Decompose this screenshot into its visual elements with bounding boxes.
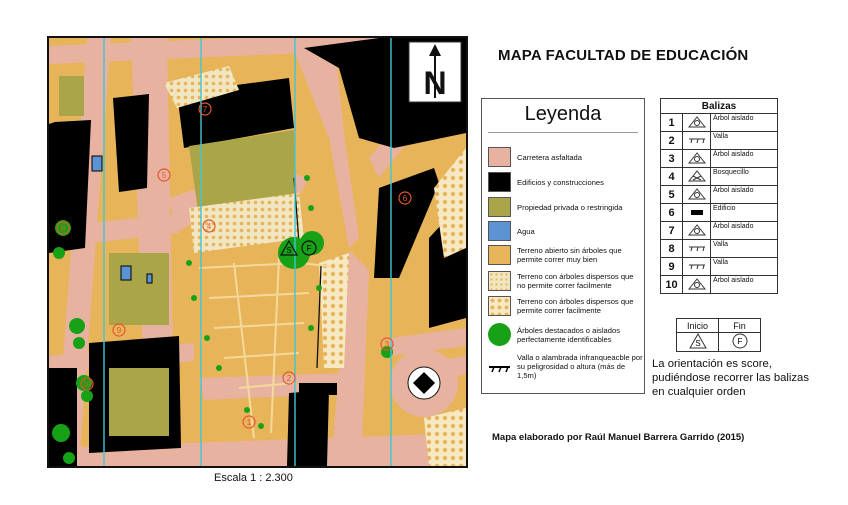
svg-text:7: 7 bbox=[202, 105, 208, 114]
finish-symbol: F bbox=[306, 244, 312, 253]
tree-feature-icon bbox=[688, 116, 706, 128]
legend-label: Edificios y construcciones bbox=[517, 177, 604, 187]
legend-heading: Leyenda bbox=[488, 103, 638, 133]
svg-text:5: 5 bbox=[161, 171, 167, 180]
tree-feature-icon bbox=[688, 188, 706, 200]
svg-text:1: 1 bbox=[246, 418, 252, 427]
tree-feature-icon bbox=[688, 224, 706, 236]
north-letter: N bbox=[423, 65, 447, 101]
svg-text:F: F bbox=[737, 337, 742, 346]
legend-label: Carretera asfaltada bbox=[517, 152, 583, 162]
start-triangle-icon bbox=[689, 333, 707, 349]
tree-feature-icon bbox=[688, 152, 706, 164]
water-swatch bbox=[488, 221, 511, 241]
legend-item bbox=[488, 296, 643, 316]
legend-item bbox=[488, 221, 643, 241]
legend-label: Terreno abierto sin árboles que permite correr muy bien bbox=[517, 246, 622, 264]
control-descriptions-table bbox=[660, 98, 778, 294]
score-note: La orientación es score, pudiéndose recorrer las balizas en cualquier orden bbox=[652, 358, 809, 398]
fence-feature-icon bbox=[688, 242, 706, 254]
legend-item bbox=[488, 271, 643, 291]
page-title: MAPA FACULTAD DE EDUCACIÓN bbox=[498, 47, 749, 64]
building-swatch bbox=[488, 172, 511, 192]
legend-label: Agua bbox=[517, 226, 535, 236]
table-row: 7 Árbol aislado bbox=[661, 222, 778, 240]
tree-feature-icon bbox=[688, 278, 706, 290]
start-symbol-cell bbox=[677, 333, 719, 352]
legend-item bbox=[488, 197, 643, 217]
legend-panel bbox=[481, 98, 645, 394]
start-symbol: S bbox=[286, 246, 292, 255]
legend-label: Terreno con árboles dispersos que no permite correr facilmente bbox=[517, 272, 634, 290]
open-land-swatch bbox=[488, 245, 511, 265]
table-row: 6 Edificio bbox=[661, 204, 778, 222]
table-row: 3 Árbol aislado bbox=[661, 150, 778, 168]
table-row: 5 Árbol aislado bbox=[661, 186, 778, 204]
start-label: Inicio bbox=[677, 319, 719, 333]
finish-circle-icon bbox=[731, 333, 749, 349]
table-row: 10 Árbol aislado bbox=[661, 276, 778, 294]
legend-label: Árboles destacados o aislados perfectamente identificables bbox=[517, 325, 621, 344]
rough-dots-swatch bbox=[488, 271, 511, 291]
table-row: 9 Valla bbox=[661, 258, 778, 276]
svg-text:2: 2 bbox=[286, 374, 292, 383]
svg-text:10: 10 bbox=[82, 380, 92, 389]
legend-label: Terreno con árboles dispersos que permite correr facilmente bbox=[517, 297, 634, 315]
table-row: 1 Árbol aislado bbox=[661, 114, 778, 132]
control-10 bbox=[81, 378, 93, 390]
control-9 bbox=[113, 324, 125, 336]
fence-swatch bbox=[488, 357, 511, 377]
svg-text:9: 9 bbox=[116, 326, 122, 335]
private-swatch bbox=[488, 197, 511, 217]
table-row: 8 Valla bbox=[661, 240, 778, 258]
svg-text:3: 3 bbox=[384, 340, 390, 349]
legend-label: Propiedad privada o restringida bbox=[517, 202, 623, 212]
legend-item bbox=[488, 323, 643, 346]
road-swatch bbox=[488, 147, 511, 167]
author-credit: Mapa elaborado por Raúl Manuel Barrera Garrido (2015) bbox=[492, 432, 745, 443]
legend-item bbox=[488, 353, 643, 380]
legend-item bbox=[488, 172, 643, 192]
light-dots-swatch bbox=[488, 296, 511, 316]
control-1 bbox=[243, 416, 255, 428]
start-finish-table bbox=[676, 318, 761, 352]
finish-symbol-cell bbox=[719, 333, 761, 352]
map-scale: Escala 1 : 2.300 bbox=[214, 472, 293, 484]
legend-item bbox=[488, 245, 643, 265]
map-drawing bbox=[49, 38, 466, 466]
thicket-feature-icon bbox=[688, 170, 706, 182]
table-row: 4 Bosquecillo bbox=[661, 168, 778, 186]
svg-text:4: 4 bbox=[206, 222, 212, 231]
building-feature-icon bbox=[688, 206, 706, 218]
legend-label: Valla o alambrada infranqueacble por su peligrosidad o altura (más de 1,5m) bbox=[517, 353, 643, 380]
svg-text:S: S bbox=[694, 339, 701, 348]
finish-label: Fin bbox=[719, 319, 761, 333]
orienteering-map bbox=[47, 36, 468, 468]
svg-text:6: 6 bbox=[402, 194, 408, 203]
north-arrow-icon bbox=[409, 42, 461, 102]
fence-feature-icon bbox=[688, 260, 706, 272]
table-row: 2 Valla bbox=[661, 132, 778, 150]
legend-item bbox=[488, 147, 643, 167]
svg-text:8: 8 bbox=[60, 224, 66, 233]
tree-swatch bbox=[488, 323, 511, 346]
balizas-heading: Balizas bbox=[661, 99, 778, 114]
fence-feature-icon bbox=[688, 134, 706, 146]
